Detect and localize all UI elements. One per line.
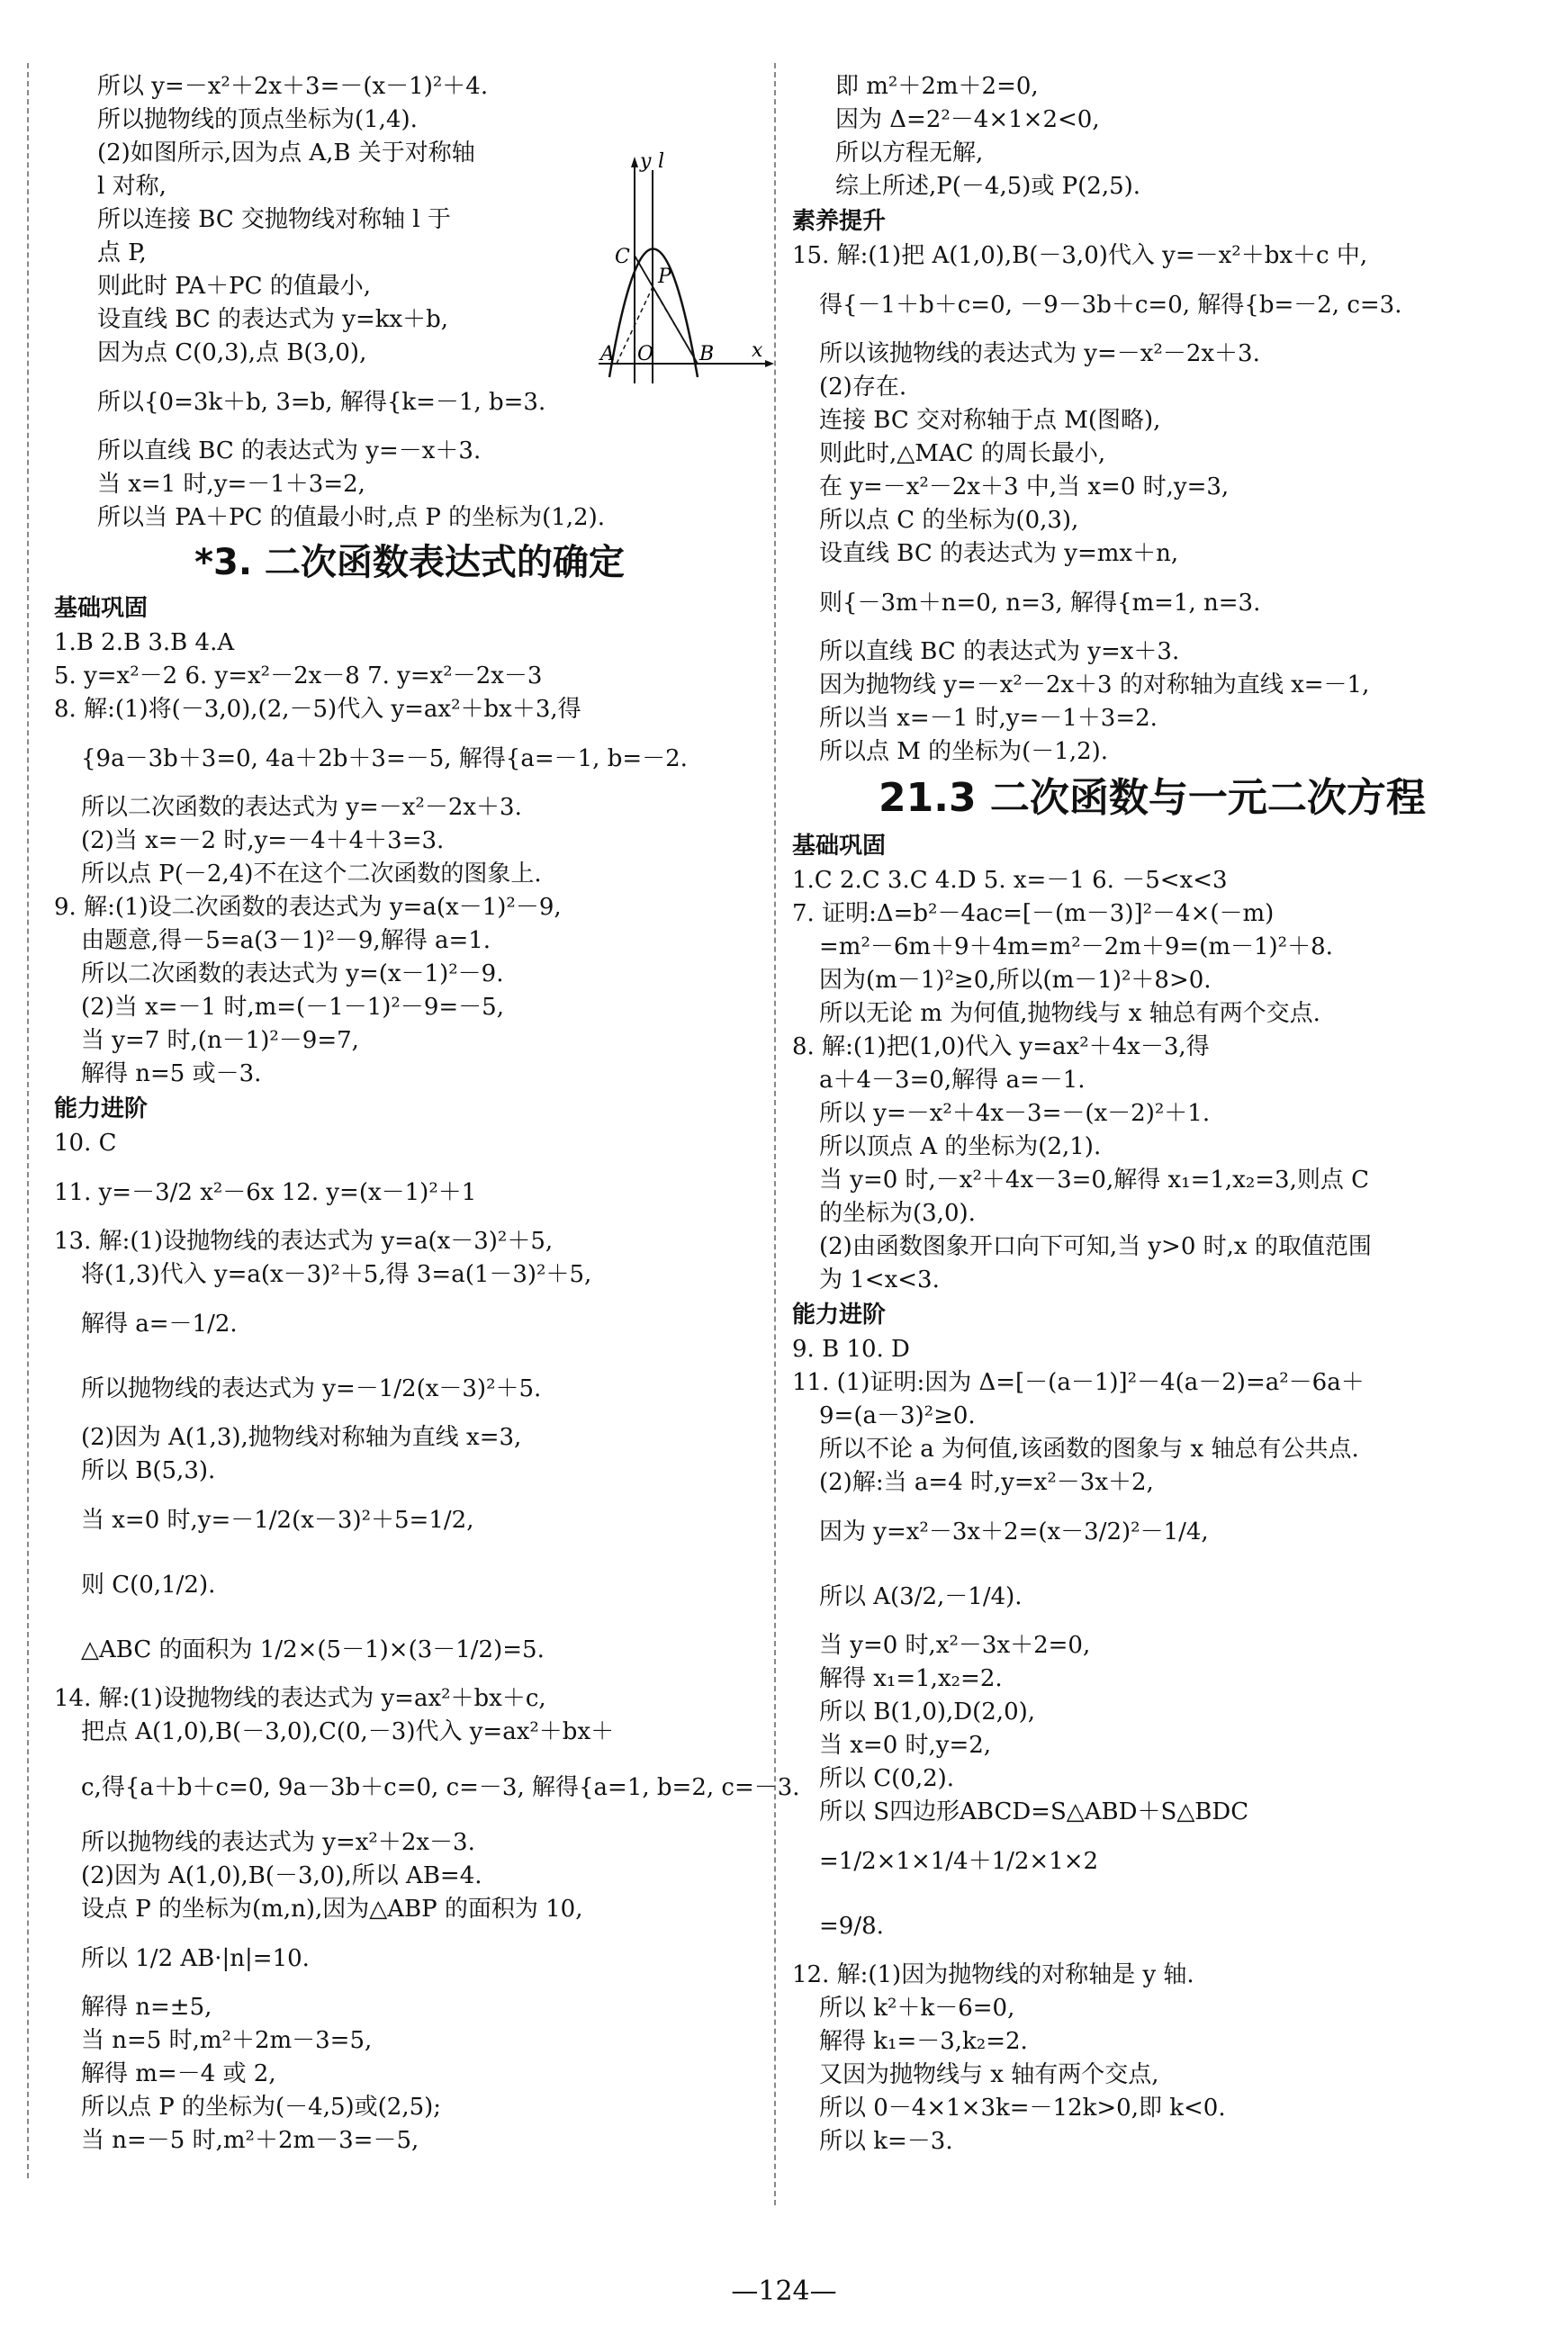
text-line: 当 x=0 时,y=－1/2(x－3)²＋5=1/2, <box>81 1507 474 1534</box>
answer-line: 14. 解:(1)设抛物线的表达式为 y=ax²＋bx＋c, <box>54 1685 546 1712</box>
text-line: 因为 y=x²－3x＋2=(x－3/2)²－1/4, <box>819 1518 1209 1545</box>
answer-line: 8. 解:(1)将(－3,0),(2,－5)代入 y=ax²＋bx＋3,得 <box>54 696 581 723</box>
text-line: 将(1,3)代入 y=a(x－3)²＋5,得 3=a(1－3)²＋5, <box>81 1261 592 1288</box>
text-line: 所以 k=－3. <box>819 2128 953 2155</box>
left-column <box>54 70 800 2158</box>
text-line: 设直线 BC 的表达式为 y=kx＋b, <box>97 306 449 333</box>
text-line: 所以二次函数的表达式为 y=－x²－2x＋3. <box>81 794 522 821</box>
text-line: 当 n=5 时,m²＋2m－3=5, <box>81 2027 373 2054</box>
label-b: B <box>699 343 715 365</box>
label-y: y <box>640 150 652 173</box>
answer-line: 10. C <box>54 1130 117 1157</box>
text-line: 所以二次函数的表达式为 y=(x－1)²－9. <box>81 960 504 987</box>
text-line: 所以无论 m 为何值,抛物线与 x 轴总有两个交点. <box>819 1000 1320 1027</box>
subsection-heading: 能力进阶 <box>792 1302 887 1329</box>
text-line: 设点 P 的坐标为(m,n),因为△ABP 的面积为 10, <box>81 1896 583 1923</box>
text-line: 所以 0－4×1×3k=－12k>0,即 k<0. <box>819 2095 1226 2122</box>
answer-line: 11. y=－3/2 x²－6x 12. y=(x－1)²＋1 <box>54 1179 477 1206</box>
text-line: 当 y=0 时,－x²＋4x－3=0,解得 x₁=1,x₂=3,则点 C <box>819 1167 1370 1194</box>
text-line: 因为 Δ=2²－4×1×2<0, <box>835 106 1100 133</box>
text-line: 解得 x₁=1,x₂=2. <box>819 1665 1003 1692</box>
text-line: 所以 k²＋k－6=0, <box>819 1995 1015 2022</box>
text-line: 所以 1/2 AB·|n|=10. <box>81 1945 310 1972</box>
text-line: 设直线 BC 的表达式为 y=mx＋n, <box>819 540 1179 567</box>
system-equation: 得{－1＋b＋c=0, －9－3b＋c=0, 解得{b=－2, c=3. <box>819 292 1402 319</box>
text-line: 由题意,得－5=a(3－1)²－9,解得 a=1. <box>81 927 491 954</box>
text-line: (2)存在. <box>819 374 907 401</box>
answer-line: 8. 解:(1)把(1,0)代入 y=ax²＋4x－3,得 <box>792 1033 1210 1060</box>
text-line: 则此时,△MAC 的周长最小, <box>819 440 1106 467</box>
text-line: 即 m²＋2m＋2=0, <box>835 73 1039 100</box>
text-line: 因为(m－1)²≥0,所以(m－1)²＋8>0. <box>819 967 1212 994</box>
column-divider <box>774 63 776 2205</box>
answer-line: 13. 解:(1)设抛物线的表达式为 y=a(x－3)²＋5, <box>54 1228 554 1255</box>
answer-line: 5. y=x²－2 6. y=x²－2x－8 7. y=x²－2x－3 <box>54 662 543 689</box>
text-line: 所以顶点 A 的坐标为(2,1). <box>819 1133 1102 1160</box>
text-line: (2)因为 A(1,3),抛物线对称轴为直线 x=3, <box>81 1424 522 1451</box>
text-line: (2)由函数图象开口向下可知,当 y>0 时,x 的取值范围 <box>819 1233 1372 1260</box>
system-equation: c,得{a＋b＋c=0, 9a－3b＋c=0, c=－3, 解得{a=1, b=2, c=－3. <box>81 1774 800 1801</box>
text-line: 所以点 P 的坐标为(－4,5)或(2,5); <box>81 2094 442 2121</box>
subsection-heading: 素养提升 <box>792 208 887 235</box>
system-equation: {9a－3b＋3=0, 4a＋2b＋3=－5, 解得{a=－1, b=－2. <box>81 745 688 772</box>
text-line: (2)当 x=－2 时,y=－4＋4＋3=3. <box>81 827 445 854</box>
text-line: 所以抛物线的顶点坐标为(1,4). <box>97 106 418 133</box>
answer-line: 12. 解:(1)因为抛物线的对称轴是 y 轴. <box>792 1961 1194 1988</box>
text-line: 所以抛物线的表达式为 y=－1/2(x－3)²＋5. <box>81 1375 542 1402</box>
text-line: 所以 C(0,2). <box>819 1765 955 1792</box>
x-axis-arrow <box>765 360 774 367</box>
text-line: 所以 B(1,0),D(2,0), <box>819 1699 1036 1726</box>
section-title: *3. 二次函数表达式的确定 <box>194 542 625 583</box>
text-line: 当 y=0 时,x²－3x＋2=0, <box>819 1632 1091 1659</box>
text-line: 解得 k₁=－3,k₂=2. <box>819 2028 1028 2055</box>
text-line: 所以连接 BC 交抛物线对称轴 l 于 <box>97 206 451 233</box>
text-line: 所以点 C 的坐标为(0,3), <box>819 507 1079 534</box>
text-line: 所以 y=－x²＋4x－3=－(x－2)²＋1. <box>819 1100 1211 1127</box>
text-line: 又因为抛物线与 x 轴有两个交点, <box>819 2061 1159 2088</box>
text-line: 所以抛物线的表达式为 y=x²＋2x－3. <box>81 1829 475 1856</box>
text-line: 解得 a=－1/2. <box>81 1311 238 1338</box>
right-column <box>792 70 1512 2158</box>
text-line: l 对称, <box>97 173 167 200</box>
label-x: x <box>752 339 763 362</box>
text-line: 为 1<x<3. <box>819 1266 940 1293</box>
text-line: (2)解:当 a=4 时,y=x²－3x＋2, <box>819 1469 1154 1496</box>
text-line: 所以 B(5,3). <box>81 1457 216 1484</box>
text-line: 则此时 PA＋PC 的值最小, <box>97 273 372 300</box>
text-line: =m²－6m＋9＋4m=m²－2m＋9=(m－1)²＋8. <box>819 933 1333 960</box>
label-a: A <box>600 343 615 365</box>
answer-line: 1.B 2.B 3.B 4.A <box>54 629 235 656</box>
text-line: 因为抛物线 y=－x²－2x＋3 的对称轴为直线 x=－1, <box>819 671 1370 698</box>
subsection-heading: 基础巩固 <box>792 833 887 860</box>
answer-line: 7. 证明:Δ=b²－4ac=[－(m－3)]²－4×(－m) <box>792 900 1275 927</box>
text-line: 当 x=1 时,y=－1＋3=2, <box>97 471 365 498</box>
text-line: 所以点 M 的坐标为(－1,2). <box>819 738 1109 765</box>
text-line: =1/2×1×1/4＋1/2×1×2 <box>819 1848 1099 1875</box>
text-line: 当 y=7 时,(n－1)²－9=7, <box>81 1027 359 1054</box>
label-o: O <box>637 343 654 365</box>
answer-line: 15. 解:(1)把 A(1,0),B(－3,0)代入 y=－x²＋bx＋c 中, <box>792 242 1368 269</box>
text-line: 所以不论 a 为何值,该函数的图象与 x 轴总有公共点. <box>819 1436 1359 1463</box>
text-line: 解得 n=5 或－3. <box>81 1060 262 1087</box>
text-line: 所以直线 BC 的表达式为 y=－x＋3. <box>97 437 482 464</box>
text-line: (2)当 x=－1 时,m=(－1－1)²－9=－5, <box>81 994 504 1021</box>
text-line: 所以点 P(－2,4)不在这个二次函数的图象上. <box>81 861 542 888</box>
text-line: 所以当 PA＋PC 的值最小时,点 P 的坐标为(1,2). <box>97 504 605 531</box>
text-line: 解得 n=±5, <box>81 1994 212 2021</box>
system-equation: 则{－3m＋n=0, n=3, 解得{m=1, n=3. <box>819 590 1261 617</box>
system-equation: 所以{0=3k＋b, 3=b, 解得{k=－1, b=3. <box>97 389 546 416</box>
answer-line: 9. 解:(1)设二次函数的表达式为 y=a(x－1)²－9, <box>54 894 562 921</box>
text-line: 解得 m=－4 或 2, <box>81 2060 276 2087</box>
left-margin-rule <box>27 63 29 2178</box>
label-l: l <box>658 150 665 173</box>
section-title: 21.3 二次函数与一元二次方程 <box>879 775 1426 821</box>
text-line: 所以 A(3/2,－1/4). <box>819 1583 1023 1610</box>
text-line: 所以 y=－x²＋2x＋3=－(x－1)²＋4. <box>97 73 489 100</box>
text-line: =9/8. <box>819 1913 884 1940</box>
text-line: 当 n=－5 时,m²＋2m－3=－5, <box>81 2127 419 2154</box>
text-line: 所以直线 BC 的表达式为 y=x＋3. <box>819 638 1180 665</box>
text-line: 所以方程无解, <box>835 140 984 167</box>
text-line: 所以该抛物线的表达式为 y=－x²－2x＋3. <box>819 340 1260 367</box>
text-line: 所以当 x=－1 时,y=－1＋3=2. <box>819 705 1158 732</box>
page-number: —124— <box>731 2275 837 2307</box>
text-line: 把点 A(1,0),B(－3,0),C(0,－3)代入 y=ax²＋bx＋ <box>81 1718 615 1745</box>
subsection-heading: 基础巩固 <box>54 595 149 622</box>
text-line: 当 x=0 时,y=2, <box>819 1732 992 1759</box>
text-line: △ABC 的面积为 1/2×(5－1)×(3－1/2)=5. <box>81 1636 545 1663</box>
text-line: 则 C(0,1/2). <box>81 1572 216 1599</box>
text-line: 在 y=－x²－2x＋3 中,当 x=0 时,y=3, <box>819 473 1230 500</box>
text-line: a＋4－3=0,解得 a=－1. <box>819 1067 1086 1094</box>
text-line: 综上所述,P(－4,5)或 P(2,5). <box>835 173 1141 200</box>
answer-line: 11. (1)证明:因为 Δ=[－(a－1)]²－4(a－2)=a²－6a＋ <box>792 1369 1365 1396</box>
subsection-heading: 能力进阶 <box>54 1095 149 1122</box>
answer-line: 1.C 2.C 3.C 4.D 5. x=－1 6. －5<x<3 <box>792 867 1228 894</box>
parabola-figure <box>599 148 774 386</box>
text-line: (2)如图所示,因为点 A,B 关于对称轴 <box>97 140 475 167</box>
text-line: 连接 BC 交对称轴于点 M(图略), <box>819 407 1161 434</box>
text-line: 因为点 C(0,3),点 B(3,0), <box>97 339 367 366</box>
text-line: (2)因为 A(1,0),B(－3,0),所以 AB=4. <box>81 1862 482 1889</box>
label-c: C <box>615 246 630 268</box>
label-p: P <box>658 266 671 288</box>
y-axis-arrow <box>631 157 638 167</box>
text-line: 点 P, <box>97 239 147 266</box>
text-line: 9=(a－3)²≥0. <box>819 1402 976 1429</box>
answer-line: 9. B 10. D <box>792 1336 910 1363</box>
text-line: 所以 S四边形ABCD=S△ABD＋S△BDC <box>819 1798 1249 1825</box>
text-line: 的坐标为(3,0). <box>819 1200 976 1227</box>
